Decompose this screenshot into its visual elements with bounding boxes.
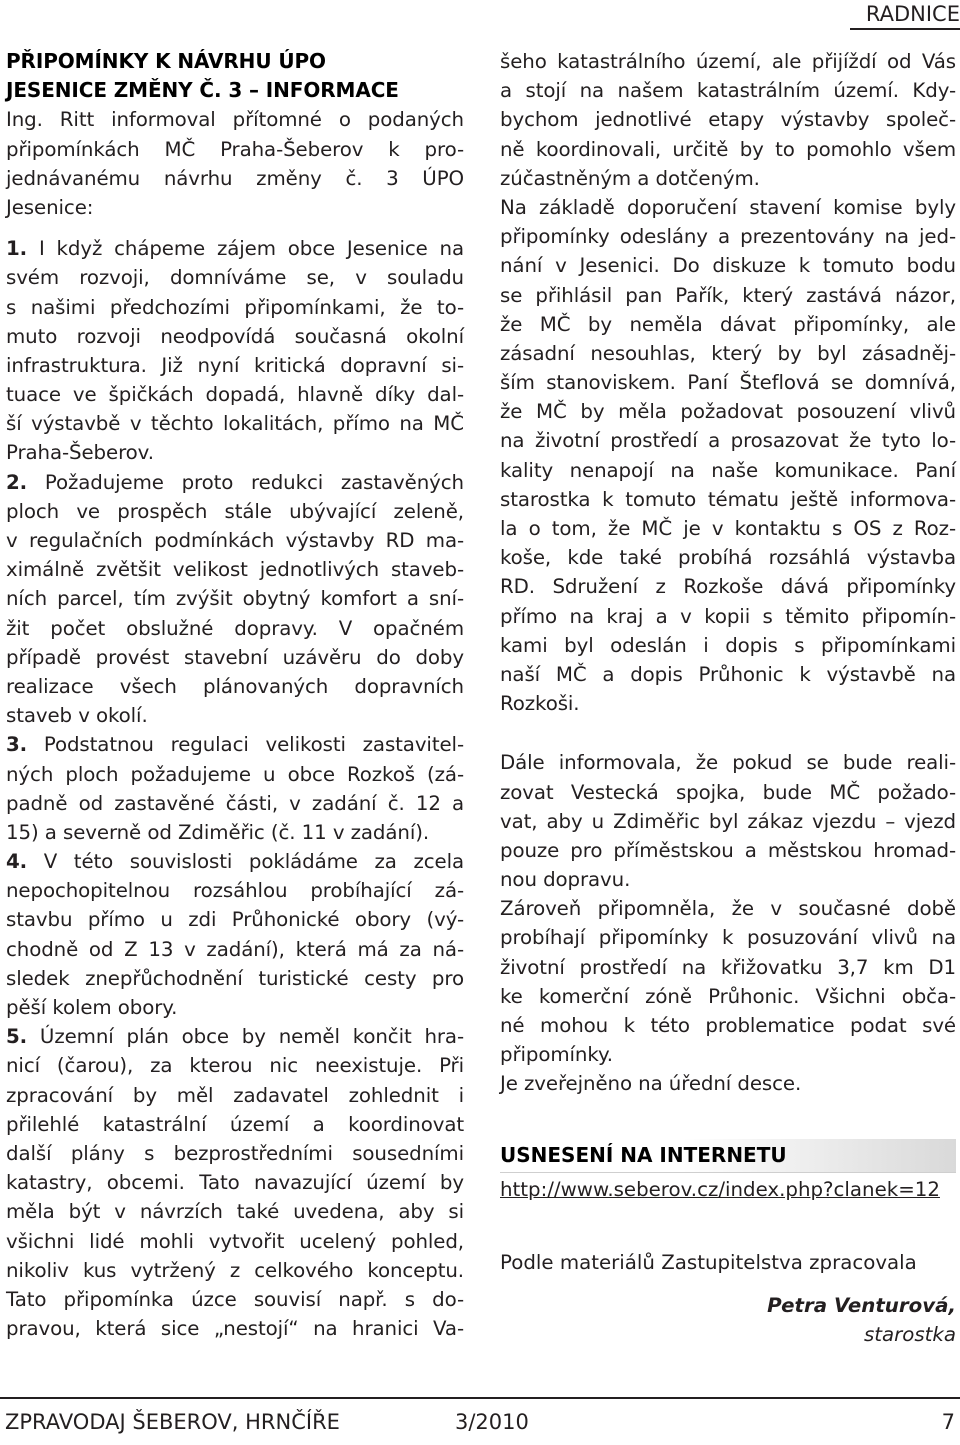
point-2-line: ximálně zvětšit velikost jednotlivých staveb- bbox=[6, 558, 464, 582]
left-column bbox=[6, 47, 464, 1343]
point-text: I když chápeme zájem obce Jesenice na bbox=[27, 237, 464, 261]
point-1-line: ší výstavbě v těchto lokalitách, přímo na MČ bbox=[6, 412, 464, 436]
point-2-line: ploch ve prospěch stále ubývající zeleně, bbox=[6, 499, 464, 523]
point-number: 2. bbox=[6, 470, 28, 494]
signature-name: Petra Venturová, bbox=[767, 1293, 956, 1317]
intro-line: Jesenice: bbox=[6, 195, 94, 219]
body-line: připomínky. bbox=[500, 1043, 613, 1067]
point-1-line: tuace ve špičkách dopadá, hlavně díky dal- bbox=[6, 383, 464, 407]
point-1-line: svém rozvoji, domníváme se, v souladu bbox=[6, 266, 464, 290]
body-line: zásadní nesouhlas, který by byl zásadněj- bbox=[500, 341, 956, 365]
point-5-line: nicí (čarou), za kterou nic neexistuje. Při bbox=[6, 1054, 464, 1078]
point-4-line: pěší kolem obory. bbox=[6, 996, 178, 1019]
point-4-line: sledek znepřůchodnění turistické cesty pro bbox=[6, 966, 464, 990]
article-heading-line: PŘIPOMÍNKY K NÁVRHU ÚPO bbox=[6, 49, 326, 73]
issue-number: 3/2010 bbox=[455, 1410, 529, 1434]
point-5-line: katastry, obcemi. Tato navazující území by bbox=[6, 1171, 464, 1195]
point-3-line bbox=[6, 730, 464, 759]
point-1-line: infrastruktura. Již nyní kritická dopravní si- bbox=[6, 353, 464, 377]
body-line: se přihlásil pan Pařík, který zastává názor, bbox=[500, 283, 956, 307]
body-line: starostka k tomuto tématu ještě informova- bbox=[500, 487, 956, 511]
point-1-line bbox=[6, 234, 464, 263]
point-5-line: zpracování by měl zadavatel zohlednit i bbox=[6, 1083, 464, 1107]
intro-line: jednávanému návrhu změny č. 3 ÚPO bbox=[6, 166, 464, 190]
point-number: 5. bbox=[6, 1025, 28, 1049]
body-line: na životní prostředí a prosazovat že tyto lo- bbox=[500, 429, 956, 453]
point-2-line bbox=[6, 468, 464, 497]
point-2-line: v regulačních podmínkách výstavby RD ma- bbox=[6, 529, 464, 552]
point-2-line: staveb v okolí. bbox=[6, 704, 148, 728]
point-1-line: muto rozvoji neodpovídá současná okolní bbox=[6, 324, 464, 348]
body-line: vat, aby u Zdiměřic byl zákaz vjezdu – vjezd bbox=[500, 809, 956, 833]
body-line: zovat Vestecká spojka, bude MČ požado- bbox=[500, 780, 956, 804]
footer-divider bbox=[0, 1397, 960, 1399]
point-5-line: Tato připomínka úzce souvisí např. s do- bbox=[6, 1287, 464, 1311]
body-line: Dále informovala, že pokud se bude reali- bbox=[500, 751, 956, 775]
body-line: že MČ by neměla dávat připomínky, ale bbox=[500, 312, 956, 336]
point-4-line: chodně od Z 13 v zadání), která má za ná- bbox=[6, 937, 464, 961]
point-5-line bbox=[6, 1022, 464, 1051]
right-column bbox=[500, 47, 956, 1349]
body-line: koše, kde také probíhá rozsáhlá výstavba bbox=[500, 546, 956, 570]
article-heading-line: JESENICE ZMĚNY Č. 3 – INFORMACE bbox=[6, 78, 399, 103]
body-line: Je zveřejněno na úřední desce. bbox=[500, 1072, 802, 1096]
body-line: naší MČ a dopis Průhonic k výstavbě na bbox=[500, 662, 956, 686]
point-5-line: přilehlé katastrální území a koordinovat bbox=[6, 1112, 464, 1136]
point-number: 1. bbox=[6, 237, 28, 261]
body-line: kami byl odeslán i dopis s připomínkami bbox=[500, 633, 956, 657]
body-line: připomínky odeslány a prezentovány na jed- bbox=[500, 225, 956, 249]
point-3-line: padně od zastavěné části, v zadání č. 12 a bbox=[6, 791, 464, 815]
point-5-line: nikoliv kus vytržený z celkového konceptu. bbox=[6, 1258, 464, 1282]
point-2-line: ních parcel, tím zvýšit obytný komfort a sní- bbox=[6, 587, 464, 611]
body-line: a stojí na našem katastrálním území. Kdy- bbox=[500, 79, 956, 103]
body-line: kality nenapojí na naše komunikace. Paní bbox=[500, 458, 956, 482]
body-line: né mohou k této problematice podat své bbox=[500, 1014, 956, 1037]
body-line: probíhají připomínky k posuzování vlivů na bbox=[500, 926, 956, 950]
point-4-line: nepochopitelnou rozsáhlou probíhající zá- bbox=[6, 879, 464, 903]
publication-name: ZPRAVODAJ ŠEBEROV, HRNČÍŘE bbox=[5, 1410, 340, 1434]
intro-line: Ing. Ritt informoval přítomné o podaných bbox=[6, 108, 464, 132]
point-5-line: měla být v návrzích také uvedena, aby si bbox=[6, 1200, 464, 1224]
body-line: životní prostředí na křižovatku 3,7 km D1 bbox=[500, 955, 956, 979]
body-line: ším stanoviskem. Paní Šteflová se domnívá, bbox=[500, 371, 956, 395]
section-tag: RADNICE bbox=[850, 0, 960, 30]
point-4-line bbox=[6, 847, 464, 876]
signature-name-line bbox=[500, 1291, 956, 1320]
point-text: Podstatnou regulaci velikosti zastavitel- bbox=[27, 733, 464, 757]
point-1-line: Praha-Šeberov. bbox=[6, 441, 154, 465]
point-2-line: případě provést stavební uzávěru do doby bbox=[6, 645, 464, 669]
internet-banner bbox=[500, 1139, 956, 1173]
point-text: V této souvislosti pokládáme za zcela bbox=[27, 850, 464, 874]
minutes-link[interactable]: http://www.seberov.cz/index.php?clanek=12 bbox=[500, 1177, 940, 1201]
point-3-line: ných ploch požadujeme u obce Rozkoš (zá- bbox=[6, 762, 464, 786]
signature-role: starostka bbox=[863, 1323, 956, 1347]
paragraph-gap bbox=[500, 718, 956, 748]
body-line: Na základě doporučení stavení komise byly bbox=[500, 195, 956, 219]
body-line: že MČ by měla požadovat posouzení vlivů bbox=[500, 400, 956, 424]
body-line: pouze pro příměstskou a městskou hromad- bbox=[500, 838, 956, 862]
body-line: šeho katastrálního území, ale přijíždí od Vás bbox=[500, 50, 956, 73]
body-line: zúčastněným a dotčeným. bbox=[500, 166, 760, 190]
body-line: Rozkoši. bbox=[500, 692, 580, 716]
body-line: la o tom, že MČ je v kontaktu s OS z Roz- bbox=[500, 517, 956, 540]
internet-banner-title: USNESENÍ NA INTERNETU bbox=[500, 1142, 787, 1167]
intro-line: připomínkách MČ Praha-Šeberov k pro- bbox=[6, 137, 464, 161]
point-2-line: žit počet obslužné dopravy. V opačném bbox=[6, 616, 464, 640]
point-text: Územní plán obce by neměl končit hra- bbox=[27, 1025, 464, 1049]
point-3-line: 15) a severně od Zdiměřic (č. 11 v zadání). bbox=[6, 820, 430, 844]
point-text: Požadujeme proto redukci zastavěných bbox=[27, 470, 464, 494]
credit-line: Podle materiálů Zastupitelstva zpracovala bbox=[500, 1250, 917, 1274]
body-line: nání v Jesenici. Do diskuze k tomuto bodu bbox=[500, 254, 956, 278]
point-5-line: všichni lidé mohli vytvořit ucelený pohled, bbox=[6, 1229, 464, 1253]
body-line: bychom jednotlivé etapy výstavby společ- bbox=[500, 108, 956, 132]
body-line: Zároveň připomněla, že v současné době bbox=[500, 897, 956, 921]
body-line: ke komerční zóně Průhonic. Všichni obča- bbox=[500, 984, 956, 1008]
point-number: 4. bbox=[6, 850, 28, 874]
point-2-line: realizace všech plánovaných dopravních bbox=[6, 674, 464, 698]
paragraph-gap bbox=[6, 222, 464, 234]
body-line: RD. Sdružení z Rozkoše dává připomínky bbox=[500, 575, 956, 599]
page-number: 7 bbox=[941, 1410, 955, 1434]
point-5-line: pravou, která sice „nestojí“ na hranici Va- bbox=[6, 1317, 464, 1341]
body-line: nou dopravu. bbox=[500, 868, 631, 892]
page-footer bbox=[5, 1407, 955, 1437]
body-line: přímo na kraj a v kopii s těmito připomín- bbox=[500, 604, 956, 628]
point-5-line: další plány s bezprostředními sousedními bbox=[6, 1141, 464, 1165]
point-number: 3. bbox=[6, 733, 28, 757]
point-1-line: s našimi předchozími připomínkami, že to- bbox=[6, 295, 464, 319]
body-line: ně koordinovali, určitě by to pomohlo všem bbox=[500, 137, 956, 161]
point-4-line: stavbu přímo u zdi Průhonické obory (vý- bbox=[6, 908, 464, 932]
